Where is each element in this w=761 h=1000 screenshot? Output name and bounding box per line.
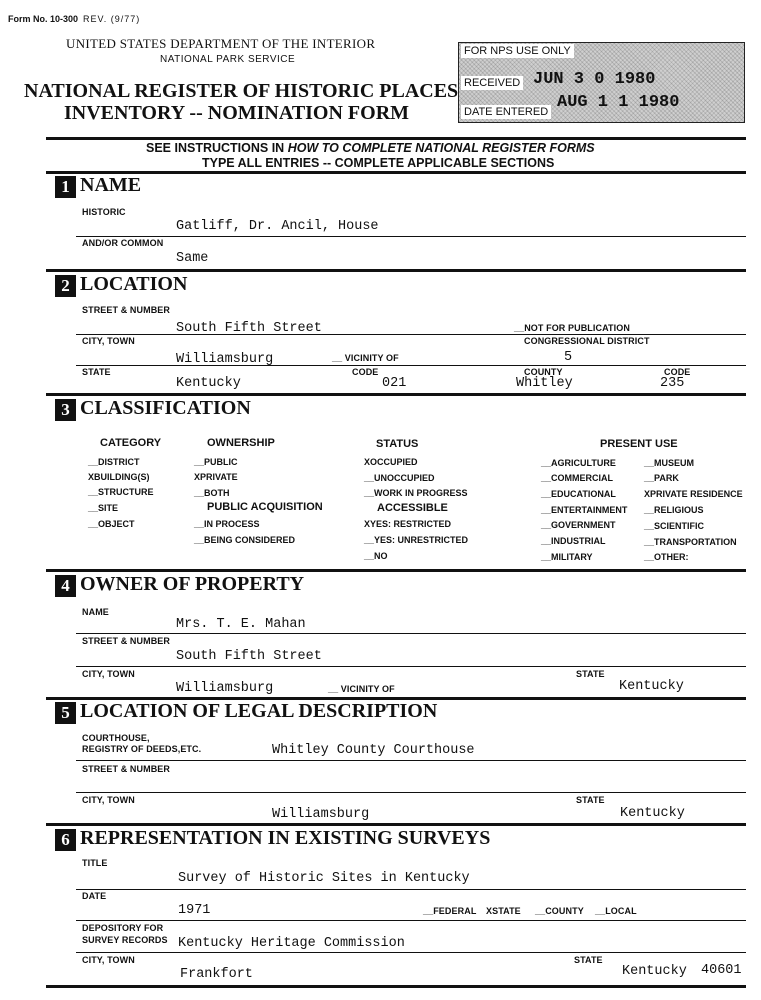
instructions-title: HOW TO COMPLETE NATIONAL REGISTER FORMS [287,141,595,155]
category-site: __SITE [88,503,119,513]
vicinity-of: __ VICINITY OF [332,353,399,363]
rule [76,666,746,667]
owner-name-value: Mrs. T. E. Mahan [176,617,306,632]
legal-city-value: Williamsburg [272,807,370,822]
county-value: Whitley [516,376,573,391]
state-code-value: 021 [382,376,407,391]
use-entertainment: __ENTERTAINMENT [541,505,628,515]
use-transportation: __TRANSPORTATION [644,537,737,547]
use-other: __OTHER: [644,552,689,562]
owner-street-label: STREET & NUMBER [82,636,171,646]
rule [76,920,746,921]
survey-date-value: 1971 [178,903,211,918]
congressional-district-value: 5 [564,350,573,365]
survey-state-value: Kentucky [622,964,687,979]
category-structure: __STRUCTURE [88,487,154,497]
rule [76,792,746,793]
category-object: __OBJECT [88,519,135,529]
use-private-residence: XPRIVATE RESIDENCE [644,489,743,499]
registry-of-deeds-label: REGISTRY OF DEEDS,ETC. [82,744,202,754]
use-educational: __EDUCATIONAL [541,489,616,499]
not-for-publication: __NOT FOR PUBLICATION [514,323,630,333]
county-label: COUNTY [524,367,563,377]
location-city-label: CITY, TOWN [82,336,135,346]
historic-name-value: Gatliff, Dr. Ancil, House [176,219,379,234]
survey-state-label: STATE [574,955,603,965]
section-3-number: 3 [55,399,76,421]
survey-local: __LOCAL [595,906,637,916]
acquisition-in-process: __IN PROCESS [194,519,260,529]
legal-state-value: Kentucky [620,806,685,821]
owner-state-value: Kentucky [619,679,684,694]
rule [76,365,746,366]
accessible-no: __NO [364,551,388,561]
rule [46,823,746,826]
category-district: __DISTRICT [88,457,140,467]
survey-zip-value: 40601 [701,963,742,978]
rule [46,985,746,988]
county-code-value: 235 [660,376,685,391]
survey-records-label: SURVEY RECORDS [82,935,168,945]
section-6-title: REPRESENTATION IN EXISTING SURVEYS [80,827,491,849]
county-code-label: CODE [664,367,691,377]
survey-title-label: TITLE [82,858,108,868]
service-name: NATIONAL PARK SERVICE [160,54,296,65]
use-commercial: __COMMERCIAL [541,473,614,483]
rule [76,889,746,890]
depository-value: Kentucky Heritage Commission [178,936,405,951]
form-title-line1: NATIONAL REGISTER OF HISTORIC PLACES [24,80,459,102]
section-6-number: 6 [55,829,76,851]
rule [76,952,746,953]
received-date-stamp: JUN 3 0 1980 [533,70,656,89]
owner-name-label: NAME [82,607,109,617]
nps-use-only-box [458,42,745,123]
legal-state-label: STATE [576,795,605,805]
common-name-value: Same [176,251,209,266]
location-city-value: Williamsburg [176,352,274,367]
status-unoccupied: __UNOCCUPIED [364,473,435,483]
section-5-number: 5 [55,702,76,724]
ownership-private: XPRIVATE [194,472,238,482]
status-work-in-progress: __WORK IN PROGRESS [364,488,468,498]
survey-date-label: DATE [82,891,107,901]
rule [76,236,746,237]
owner-city-value: Williamsburg [176,681,274,696]
acquisition-being-considered: __BEING CONSIDERED [194,535,296,545]
ownership-both: __BOTH [194,488,230,498]
legal-street-label: STREET & NUMBER [82,764,171,774]
rule [46,393,746,396]
form-number: Form No. 10-300 REV. (9/77) [8,14,141,24]
ownership-public: __PUBLIC [194,457,238,467]
courthouse-label: COURTHOUSE, [82,733,150,743]
header-divider [46,137,746,140]
category-buildings: XBUILDING(S) [88,472,150,482]
owner-street-value: South Fifth Street [176,649,322,664]
common-name-label: AND/OR COMMON [82,238,164,248]
courthouse-value: Whitley County Courthouse [272,743,475,758]
accessible-unrestricted: __YES: UNRESTRICTED [364,535,469,545]
owner-vicinity-of: __ VICINITY OF [328,684,395,694]
form-revision: REV. (9/77) [83,14,141,24]
survey-federal: __FEDERAL [423,906,477,916]
status-occupied: XOCCUPIED [364,457,418,467]
form-title-line2: INVENTORY -- NOMINATION FORM [64,102,410,124]
legal-city-label: CITY, TOWN [82,795,135,805]
survey-city-label: CITY, TOWN [82,955,135,965]
use-agriculture: __AGRICULTURE [541,458,616,468]
use-industrial: __INDUSTRIAL [541,536,606,546]
use-scientific: __SCIENTIFIC [644,521,705,531]
section-2-number: 2 [55,275,76,297]
use-religious: __RELIGIOUS [644,505,704,515]
section-2-title: LOCATION [80,273,188,295]
state-code-label: CODE [352,367,379,377]
congressional-district-label: CONGRESSIONAL DISTRICT [524,336,650,346]
rule [76,334,746,335]
section-4-number: 4 [55,575,76,597]
date-entered-stamp: AUG 1 1 1980 [557,93,680,112]
present-use-heading: PRESENT USE [600,438,678,450]
instructions-line2: TYPE ALL ENTRIES -- COMPLETE APPLICABLE SECTIONS [202,156,555,170]
date-entered-label: DATE ENTERED [461,105,551,119]
depository-label: DEPOSITORY FOR [82,923,164,933]
rule [46,569,746,572]
location-state-value: Kentucky [176,376,241,391]
instructions-line1: SEE INSTRUCTIONS IN HOW TO COMPLETE NATIONAL REGISTER FORMS [146,141,595,155]
location-state-label: STATE [82,367,111,377]
use-military: __MILITARY [541,552,593,562]
department-name: UNITED STATES DEPARTMENT OF THE INTERIOR [66,36,376,51]
location-street-value: South Fifth Street [176,321,322,336]
rule [46,269,746,272]
section-4-title: OWNER OF PROPERTY [80,573,305,595]
ownership-heading: OWNERSHIP [207,437,275,449]
received-label: RECEIVED [461,76,523,90]
section-5-title: LOCATION OF LEGAL DESCRIPTION [80,700,438,722]
survey-city-value: Frankfort [180,967,253,982]
use-museum: __MUSEUM [644,458,695,468]
section-1-number: 1 [55,176,76,198]
instructions-divider [46,171,746,174]
category-heading: CATEGORY [100,437,162,449]
survey-state: XSTATE [486,906,521,916]
status-heading: STATUS [376,438,419,450]
rule [76,760,746,761]
section-1-title: NAME [80,174,142,196]
rule [76,633,746,634]
nps-use-only-heading: FOR NPS USE ONLY [461,44,574,58]
survey-county: __COUNTY [535,906,584,916]
use-government: __GOVERNMENT [541,520,616,530]
accessible-restricted: XYES: RESTRICTED [364,519,452,529]
use-park: __PARK [644,473,679,483]
owner-state-label: STATE [576,669,605,679]
owner-city-label: CITY, TOWN [82,669,135,679]
section-3-title: CLASSIFICATION [80,397,251,419]
survey-title-value: Survey of Historic Sites in Kentucky [178,871,470,886]
historic-label: HISTORIC [82,207,126,217]
public-acquisition-heading: PUBLIC ACQUISITION [207,501,323,513]
location-street-label: STREET & NUMBER [82,305,171,315]
accessible-heading: ACCESSIBLE [377,502,448,514]
